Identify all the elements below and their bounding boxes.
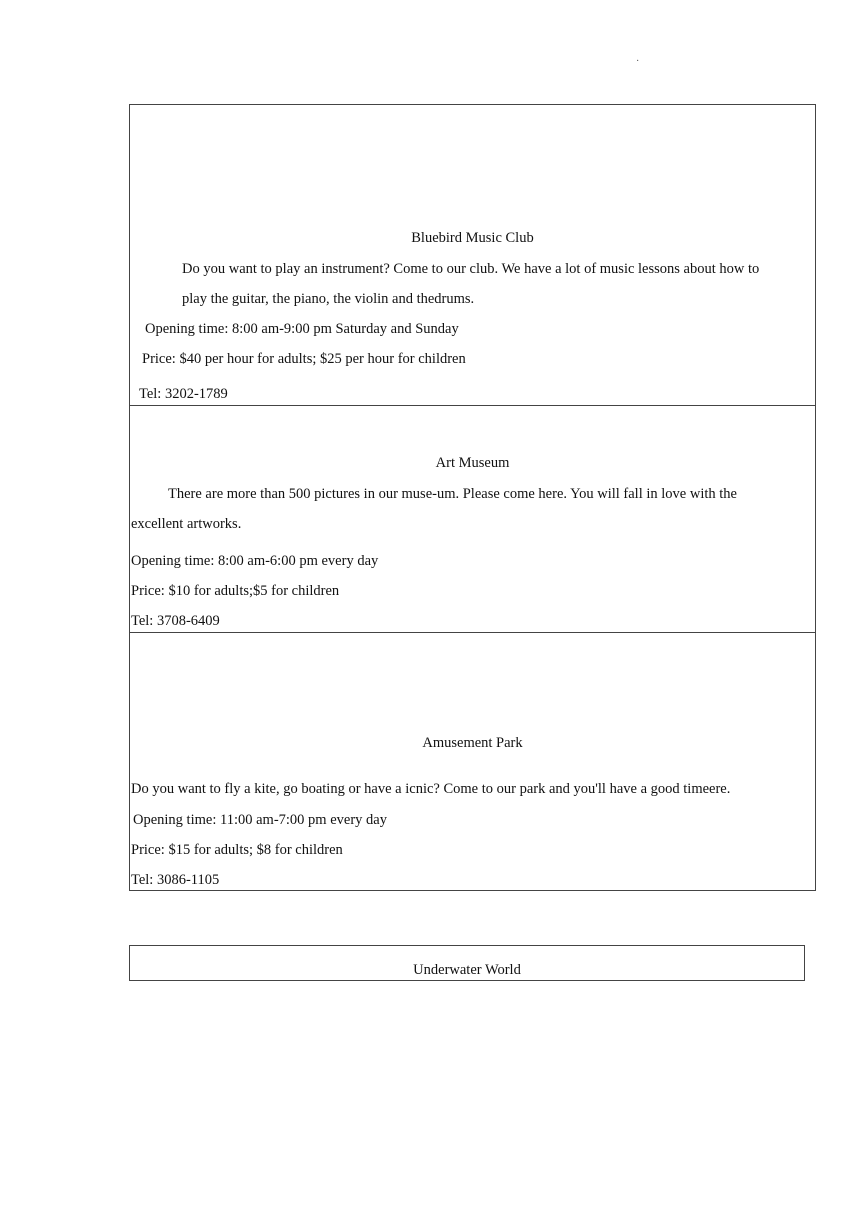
section-title: Amusement Park <box>422 735 523 751</box>
section-description-line-1: Do you want to play an instrument? Come to our club. We have a lot of music lessons about how to <box>182 261 760 277</box>
opening-time: Opening time: 8:00 am-6:00 pm every day <box>131 553 379 569</box>
section-description-line-1: Do you want to fly a kite, go boating or have a icnic? Come to our park and you'll have a good timeere. <box>131 781 731 797</box>
section-title: Bluebird Music Club <box>411 230 534 246</box>
art-museum-box <box>129 405 816 633</box>
page-mark: · <box>636 56 640 67</box>
opening-time: Opening time: 8:00 am-9:00 pm Saturday and Sunday <box>145 321 459 337</box>
section-description-line-2: play the guitar, the piano, the violin and thedrums. <box>182 291 475 307</box>
section-title: Underwater World <box>413 962 521 978</box>
price: Price: $40 per hour for adults; $25 per hour for children <box>142 351 466 367</box>
telephone: Tel: 3708-6409 <box>131 613 220 629</box>
amusement-park-box <box>129 632 816 891</box>
price: Price: $15 for adults; $8 for children <box>131 842 343 858</box>
underwater-world-box <box>129 945 805 981</box>
section-title: Art Museum <box>435 455 510 471</box>
opening-time: Opening time: 11:00 am-7:00 pm every day <box>133 812 387 828</box>
telephone: Tel: 3202-1789 <box>139 386 228 402</box>
telephone: Tel: 3086-1105 <box>131 872 220 888</box>
bluebird-music-club-box <box>129 104 816 406</box>
price: Price: $10 for adults;$5 for children <box>131 583 340 599</box>
section-description-line-2: excellent artworks. <box>131 516 242 532</box>
section-description-line-1: There are more than 500 pictures in our muse-um. Please come here. You will fall in love with the <box>168 486 737 502</box>
